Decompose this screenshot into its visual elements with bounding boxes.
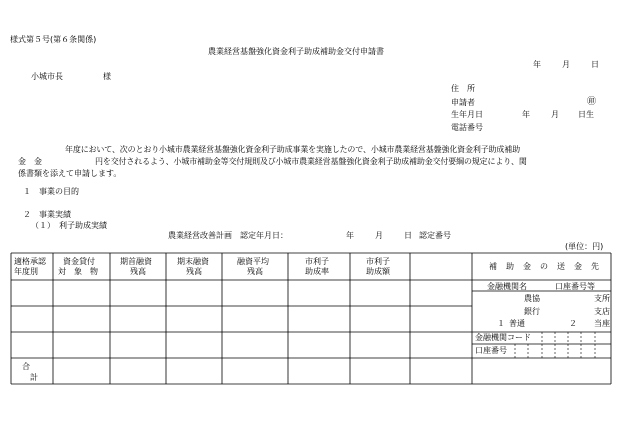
ordinary-label: 普通 xyxy=(509,319,525,328)
phone-label: 電話番号 xyxy=(451,123,483,132)
date-month: 月 xyxy=(562,60,570,69)
total-label-line-1: 合 xyxy=(22,362,30,371)
header-col-1-line-1: 適格承認 xyxy=(14,257,46,266)
plan-cert-year: 年 xyxy=(346,231,354,240)
header-col-6-line-2: 助成率 xyxy=(305,267,329,276)
header-col-5-line-1: 融資平均 xyxy=(237,257,269,266)
plan-cert-day: 日 xyxy=(404,231,412,240)
body-line-3: 係書類を添えて申請します。 xyxy=(18,169,122,178)
transfer-header: 補 助 金 の 送 金 先 xyxy=(489,262,600,271)
header-col-4-line-2: 残高 xyxy=(186,267,202,276)
plan-cert-month: 月 xyxy=(375,231,383,240)
total-label-line-2: 計 xyxy=(30,373,38,382)
plan-cert-number-label: 認定番号 xyxy=(419,231,451,240)
bank-code-label: 金融機関コード xyxy=(475,333,531,342)
ordinary-number: １ xyxy=(497,319,505,328)
section-1-heading: １ 事業の目的 xyxy=(23,187,79,196)
header-col-6-line-1: 市利子 xyxy=(305,257,329,266)
current-label: 当座 xyxy=(594,319,610,328)
birthdate-label: 生年月日 xyxy=(451,110,483,119)
seal-mark: ㊞ xyxy=(587,97,597,107)
page-title: 農業経営基盤強化資金利子助成補助金交付申請書 xyxy=(208,47,384,56)
account-number-label: 口座番号 xyxy=(475,346,507,355)
header-col-5-line-2: 残高 xyxy=(247,267,263,276)
nokyo-label: 農協 xyxy=(524,294,540,303)
shiten-label: 支店 xyxy=(594,307,610,316)
addressee-name: 小城市長 xyxy=(31,72,63,81)
body-line-1: 年度において、次のとおり小城市農業経営基盤強化資金利子助成事業を実施したので、小城市農業経営基盤強化資金利子助成補助 xyxy=(65,145,520,154)
body-line-2a: 金 金 xyxy=(18,157,42,166)
birth-month: 月 xyxy=(551,110,559,119)
header-col-7-line-2: 助成額 xyxy=(366,267,390,276)
applicant-address-label: 住 所 xyxy=(451,84,475,93)
header-col-4-line-1: 期末融資 xyxy=(177,257,209,266)
form-number: 様式第５号(第６条関係) xyxy=(10,35,97,44)
birth-year: 年 xyxy=(522,110,530,119)
header-col-3-line-1: 期首融資 xyxy=(120,257,152,266)
applicant-label: 申請者 xyxy=(451,98,475,107)
section-2-heading: ２ 事業実績 xyxy=(23,210,71,219)
unit-label: (単位：円) xyxy=(565,242,604,251)
section-2-1-heading: （１） 利子助成実績 xyxy=(31,221,107,230)
ginko-label: 銀行 xyxy=(524,307,540,316)
account-details-label: 口座番号等 xyxy=(555,282,595,291)
birth-day: 日生 xyxy=(578,110,594,119)
header-col-3-line-2: 残高 xyxy=(130,267,146,276)
plan-cert-label: 農業経営改善計画 認定年月日： xyxy=(168,231,288,240)
date-year: 年 xyxy=(533,60,541,69)
header-col-7-line-1: 市利子 xyxy=(366,257,390,266)
header-col-2-line-1: 資金貸付 xyxy=(63,257,95,266)
bank-name-label: 金融機関名 xyxy=(487,282,527,291)
addressee-honorific: 様 xyxy=(103,72,111,81)
header-col-2-line-2: 対 象 物 xyxy=(58,267,98,276)
date-day: 日 xyxy=(591,60,599,69)
shisho-label: 支所 xyxy=(594,294,610,303)
body-line-2b: 円を交付されるよう、小城市補助金等交付規則及び小城市農業経営基盤強化資金利子助成補助金交付要綱の規定により、関 xyxy=(95,157,527,166)
header-col-1-line-2: 年度別 xyxy=(14,267,38,276)
current-number: ２ xyxy=(569,319,577,328)
